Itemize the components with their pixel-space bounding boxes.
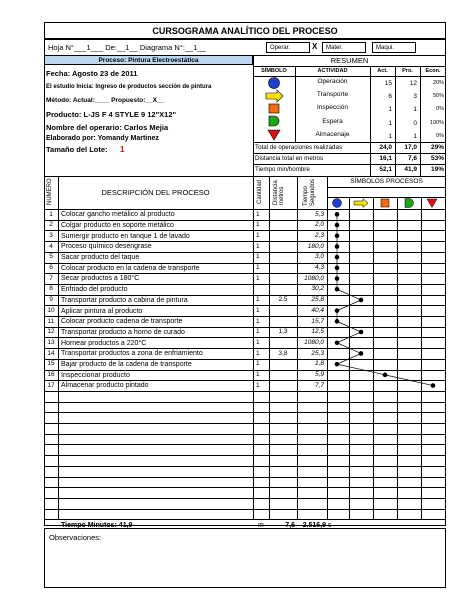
row-time: 5,9 bbox=[314, 371, 324, 378]
row-description: Hornear productos a 220°C bbox=[61, 339, 147, 347]
meters-unit: m bbox=[258, 522, 264, 530]
process-label: Proceso: Pintura Electroestática bbox=[44, 55, 253, 65]
summary-pro: 12 bbox=[409, 80, 417, 87]
row-time: 15,7 bbox=[311, 317, 324, 325]
quantity-header: Cantidad bbox=[257, 179, 263, 204]
author-field: Elaborado por: Yomandy Martinez bbox=[46, 135, 159, 142]
summary-pro: 1 bbox=[413, 132, 417, 140]
row-number: 6 bbox=[49, 264, 53, 271]
operator-field: Nombre del operario: Carlos Mejia bbox=[46, 123, 169, 132]
row-rule bbox=[44, 241, 446, 242]
row-quantity: 1 bbox=[256, 371, 260, 378]
summary-title: RESUMEN bbox=[330, 56, 369, 65]
summary-activity: Inspección bbox=[316, 104, 349, 112]
row-description: Sacar producto del taque bbox=[61, 254, 140, 261]
summary-symbols bbox=[253, 76, 295, 142]
row-number: 1 bbox=[49, 210, 53, 218]
row-number: 16 bbox=[47, 371, 55, 378]
row-rule bbox=[44, 230, 446, 231]
symbols-header: SÍMBOLOS PROCESOS bbox=[350, 178, 423, 185]
total-time: 2.516,9 bbox=[302, 522, 326, 530]
total-econ: 19% bbox=[430, 165, 444, 173]
seconds-unit: s bbox=[328, 522, 332, 530]
row-time: 4,3 bbox=[314, 264, 324, 271]
row-rule bbox=[44, 252, 446, 253]
summary-econ: 20% bbox=[432, 80, 444, 86]
summary-econ: 0% bbox=[436, 106, 444, 113]
row-rule bbox=[44, 337, 446, 338]
total-act: 16,1 bbox=[379, 154, 392, 162]
summary-activity: Espera bbox=[322, 117, 343, 125]
mater-box: Mater. bbox=[322, 42, 366, 53]
row-description: Transportar producto a cabina de pintura bbox=[61, 296, 188, 304]
total-label: Tiempo min/hombre bbox=[255, 165, 310, 173]
table-header-rule bbox=[44, 209, 446, 210]
row-quantity: 1 bbox=[256, 242, 260, 250]
row-time: 2,3 bbox=[314, 231, 324, 239]
total-econ: 53% bbox=[430, 154, 444, 162]
summary-activity-header: ACTIVIDAD bbox=[317, 68, 348, 74]
row-time: 1080,0 bbox=[304, 274, 324, 282]
summary-econ: 0% bbox=[436, 132, 444, 139]
row-rule bbox=[44, 444, 446, 445]
operar-mark: X bbox=[312, 42, 318, 51]
row-quantity: 1 bbox=[256, 306, 260, 314]
row-time: 25,3 bbox=[311, 349, 324, 357]
row-time: 1080,0 bbox=[304, 338, 324, 346]
summary-econ: 100% bbox=[429, 119, 444, 126]
summary-act: 1 bbox=[388, 106, 392, 114]
row-number: 3 bbox=[49, 231, 53, 239]
row-number: 13 bbox=[47, 338, 55, 346]
method-field: Método: Actual:____ Propuesto:__X__ bbox=[46, 97, 165, 104]
summary-activity: Operación bbox=[317, 78, 348, 85]
total-act: 52,1 bbox=[379, 165, 392, 173]
row-number: 14 bbox=[47, 349, 55, 357]
operation-icon bbox=[333, 199, 342, 208]
time-header: Tiempo Segundos bbox=[303, 178, 316, 206]
operation-icon bbox=[269, 78, 280, 89]
summary-act: 1 bbox=[388, 132, 392, 140]
total-label: Total de operaciones realizadas bbox=[255, 143, 343, 151]
total-econ: 29% bbox=[430, 143, 444, 151]
storage-icon bbox=[268, 130, 280, 140]
row-description: Almacenar producto pintado bbox=[61, 382, 149, 390]
row-rule bbox=[44, 380, 446, 381]
lot-size-label: Tamaño del Lote: bbox=[46, 145, 108, 154]
summary-act: 15 bbox=[384, 80, 392, 87]
row-rule bbox=[44, 327, 446, 328]
row-quantity: 1 bbox=[256, 221, 260, 229]
row-quantity: 1 bbox=[256, 381, 260, 389]
row-quantity: 1 bbox=[256, 231, 260, 239]
row-quantity: 1 bbox=[256, 210, 260, 218]
row-description: Transportar productos a zona de enfriamiento bbox=[61, 350, 203, 358]
row-description: Enfriado del producto bbox=[61, 286, 128, 294]
summary-act: 6 bbox=[388, 93, 392, 101]
row-quantity: 1 bbox=[256, 349, 260, 357]
summary-econ-header: Econ. bbox=[425, 68, 441, 74]
row-time: 3,0 bbox=[314, 253, 324, 261]
summary-symbol-header: SÍMBOLO bbox=[261, 68, 287, 74]
inspection-icon bbox=[269, 104, 279, 113]
row-description: Transportar producto a horno de curado bbox=[61, 328, 185, 336]
row-rule bbox=[44, 284, 446, 285]
row-number: 12 bbox=[47, 328, 55, 336]
row-number: 17 bbox=[47, 381, 55, 389]
row-number: 9 bbox=[49, 296, 53, 304]
row-rule bbox=[44, 434, 446, 435]
row-time: 7,7 bbox=[314, 381, 324, 389]
delay-icon bbox=[269, 116, 279, 126]
summary-pro-header: Pro. bbox=[402, 68, 413, 74]
row-distance: 2,5 bbox=[278, 296, 288, 304]
row-description: Colocar gancho metálico al producto bbox=[61, 211, 175, 219]
total-pro: 17,0 bbox=[404, 143, 417, 151]
page-title: CURSOGRAMA ANALÍTICO DEL PROCESO bbox=[152, 26, 338, 36]
row-rule bbox=[44, 391, 446, 392]
row-rule bbox=[44, 498, 446, 499]
row-rule bbox=[44, 295, 446, 296]
row-rule bbox=[44, 455, 446, 456]
summary-act-header: Act. bbox=[377, 68, 388, 74]
transport-icon bbox=[354, 199, 368, 208]
summary-act: 1 bbox=[388, 119, 392, 127]
row-rule bbox=[44, 220, 446, 221]
row-time: 180,0 bbox=[307, 242, 324, 250]
lot-size-value: 1 bbox=[120, 145, 125, 154]
row-rule bbox=[44, 402, 446, 403]
row-time: 1,8 bbox=[314, 360, 324, 368]
row-number: 10 bbox=[47, 306, 55, 314]
row-number: 2 bbox=[49, 221, 53, 229]
symbol-header-rule bbox=[327, 187, 446, 188]
sheet-number: Hoja N°___1___ De:__1__ Diagrama N°:__1__ bbox=[48, 43, 206, 52]
row-number: 4 bbox=[49, 242, 53, 250]
row-quantity: 1 bbox=[256, 296, 260, 304]
row-rule bbox=[44, 487, 446, 488]
product-field: Producto: L-JS F 4 STYLE 9 12"X12" bbox=[46, 110, 177, 119]
row-description: Colocar producto cadena de transporte bbox=[61, 318, 183, 326]
row-number: 5 bbox=[49, 253, 53, 261]
total-pro: 7,6 bbox=[407, 154, 417, 162]
summary-pro: 0 bbox=[413, 119, 417, 127]
row-description: Aplicar pintura al producto bbox=[61, 307, 143, 315]
row-time: 12,5 bbox=[311, 328, 324, 336]
row-time: 5,3 bbox=[314, 210, 324, 218]
row-description: Proceso químico desengrase bbox=[61, 243, 152, 251]
observations-box: Observaciones: bbox=[44, 528, 446, 588]
total-act: 24,0 bbox=[379, 143, 392, 151]
summary-activity: Transporte bbox=[316, 91, 349, 99]
row-rule bbox=[44, 316, 446, 317]
row-rule bbox=[44, 423, 446, 424]
operar-box: Operar. bbox=[266, 42, 310, 53]
row-number: 7 bbox=[49, 274, 53, 282]
row-quantity: 1 bbox=[256, 338, 260, 346]
total-label: Distancia total en metros bbox=[255, 154, 324, 162]
table-symbol-icons bbox=[327, 197, 447, 209]
row-quantity: 1 bbox=[256, 360, 260, 368]
row-time: 25,8 bbox=[311, 296, 324, 304]
date-field: Fecha: Agosto 23 de 2011 bbox=[46, 69, 138, 78]
summary-pro: 3 bbox=[413, 93, 417, 101]
row-quantity: 1 bbox=[256, 328, 260, 336]
transport-icon bbox=[266, 90, 283, 102]
row-description: Colocar producto en la cadena de transporte bbox=[61, 264, 200, 272]
row-time: 40,4 bbox=[311, 306, 324, 314]
row-distance: 3,8 bbox=[278, 349, 288, 357]
row-description: Sumergir producto en tanque 1 de lavado bbox=[61, 232, 190, 240]
title-box bbox=[44, 22, 446, 39]
row-rule bbox=[44, 519, 446, 520]
row-rule bbox=[44, 305, 446, 306]
row-time: 30,2 bbox=[311, 285, 324, 293]
description-header: DESCRIPCIÓN DEL PROCESO bbox=[101, 188, 210, 197]
number-header: NUMERO bbox=[47, 178, 53, 205]
storage-icon bbox=[427, 199, 437, 208]
row-description: Inspeccionar producto bbox=[61, 371, 130, 379]
row-quantity: 1 bbox=[256, 264, 260, 271]
row-quantity: 1 bbox=[256, 274, 260, 282]
row-rule bbox=[44, 412, 446, 413]
total-distance: 7,6 bbox=[285, 522, 295, 530]
row-rule bbox=[44, 477, 446, 478]
summary-econ: 50% bbox=[432, 93, 444, 100]
row-rule bbox=[44, 359, 446, 360]
total-pro: 41,9 bbox=[404, 165, 417, 173]
row-rule bbox=[44, 509, 446, 510]
summary-activity: Almacenaje bbox=[315, 130, 350, 138]
row-rule bbox=[44, 348, 446, 349]
row-description: Colgar producto en soporte metálico bbox=[61, 221, 174, 229]
row-distance: 1,3 bbox=[278, 328, 288, 336]
row-number: 8 bbox=[49, 285, 53, 293]
summary-pro: 1 bbox=[413, 106, 417, 114]
row-rule bbox=[44, 370, 446, 371]
row-number: 11 bbox=[47, 317, 55, 325]
inspection-icon bbox=[381, 199, 389, 207]
row-quantity: 1 bbox=[256, 253, 260, 261]
row-rule bbox=[44, 466, 446, 467]
distance-header: Distancia metros bbox=[273, 180, 285, 205]
time-minutes: Tiempo Minutos: 41,9 bbox=[61, 522, 133, 530]
row-quantity: 1 bbox=[256, 317, 260, 325]
row-description: Bajar producto de la cadena de transporte bbox=[61, 361, 192, 368]
maqui-box: Maqui. bbox=[372, 42, 416, 53]
row-rule bbox=[44, 263, 446, 264]
row-number: 15 bbox=[47, 360, 55, 368]
row-time: 2,0 bbox=[314, 221, 324, 229]
row-description: Secar productos a 180°C bbox=[61, 275, 140, 283]
delay-icon bbox=[405, 199, 413, 208]
study-start: El estudio Inicia: Ingreso de productos sección de pintura bbox=[46, 84, 212, 90]
